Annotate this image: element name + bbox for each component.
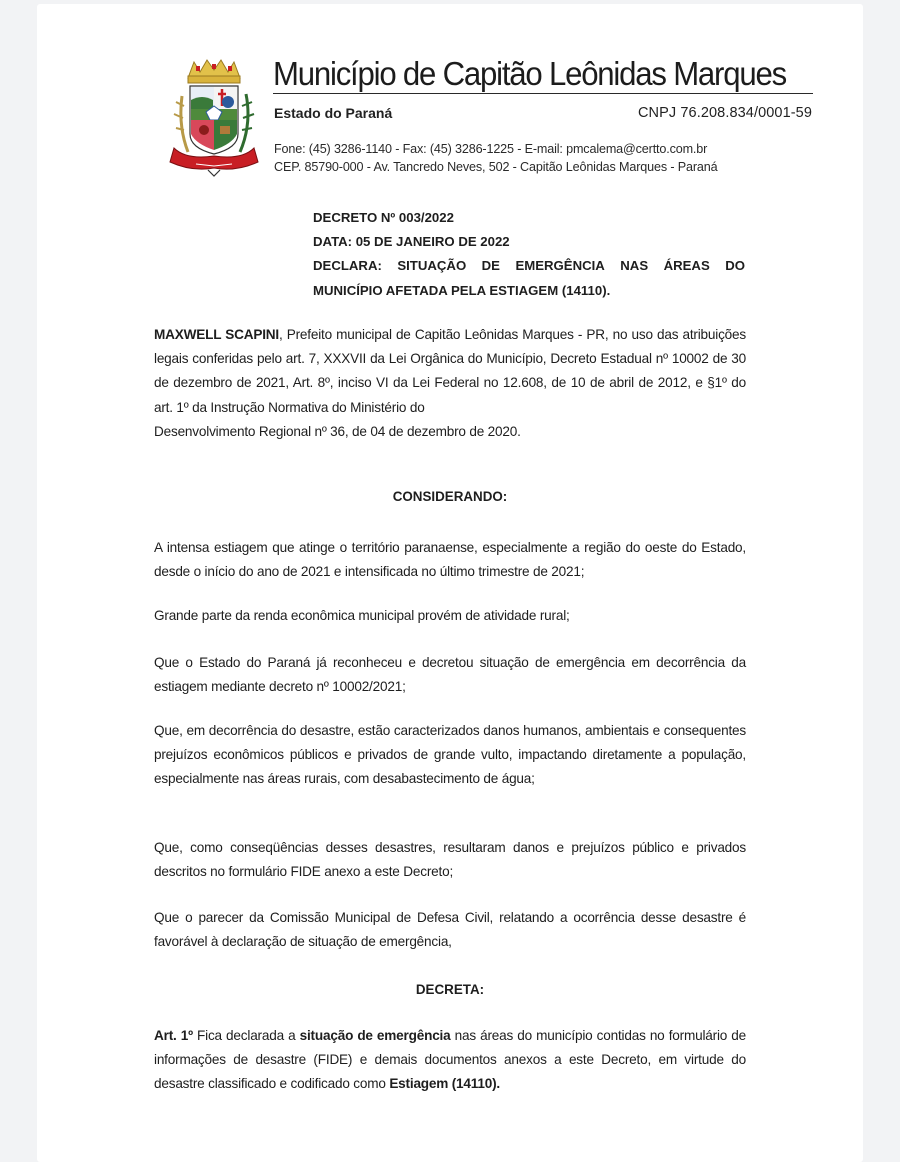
title-underline: [273, 93, 813, 94]
declares-word: DO: [725, 258, 745, 274]
municipality-title: Município de Capitão Leônidas Marques: [273, 56, 786, 93]
decree-heading: [313, 206, 745, 303]
article-emphasis: situação de emergência: [299, 1028, 451, 1043]
decree-date: DATA: 05 DE JANEIRO DE 2022: [313, 234, 510, 250]
coat-of-arms-icon: [166, 56, 262, 180]
considerando-item: Que, em decorrência do desastre, estão caracterizados danos humanos, ambientais e consequentes prejuízos econômicos públicos e privados de grande vulto, impactando diretamente a população, especialmente nas áreas rurais, com desabastecimento de água;: [154, 723, 746, 787]
article-text: nas áreas do município contidas no formulário de informações de desastre (FIDE) e demais documentos anexos a este Decreto, em virtude do desastre classificado e codificado como: [154, 1028, 746, 1092]
declares-word: DE: [481, 258, 500, 274]
state-name: Estado do Paraná: [274, 105, 393, 121]
declares-word: DECLARA:: [313, 258, 382, 274]
considerando-item: A intensa estiagem que atinge o território paranaense, especialmente a região do oeste do Estado, desde o início do ano de 2021 e intensificada no último trimestre de 2021;: [154, 540, 746, 580]
article-label: Art. 1º: [154, 1028, 193, 1043]
considerando-item: Grande parte da renda econômica municipal provém de atividade rural;: [154, 608, 570, 623]
contact-address: CEP. 85790-000 - Av. Tancredo Neves, 502 - Capitão Leônidas Marques - Paraná: [274, 160, 718, 174]
preamble-last-line: Desenvolvimento Regional nº 36, de 04 de dezembro de 2020.: [154, 423, 521, 439]
declares-word: SITUAÇÃO: [397, 258, 467, 274]
declares-word: EMERGÊNCIA: [515, 258, 605, 274]
cnpj-number: CNPJ 76.208.834/0001-59: [637, 105, 812, 121]
decree-number: DECRETO Nº 003/2022: [313, 210, 454, 225]
mayor-name: MAXWELL SCAPINI: [154, 327, 279, 342]
decreta-heading: DECRETA:: [415, 982, 485, 997]
considerando-heading: CONSIDERANDO:: [392, 489, 508, 504]
considerando-item: Que o parecer da Comissão Municipal de Defesa Civil, relatando a ocorrência desse desastre é favorável à declaração de situação de emergência,: [154, 910, 746, 950]
declares-word: ÁREAS: [663, 258, 710, 274]
preamble-text: , Prefeito municipal de Capitão Leônidas Marques - PR, no uso das atribuições legais conferidas pelo art. 7, XXXVII da Lei Orgânica do Município, Decreto Estadual nº 10002 de 30 de dezembro de 2021, Art. 8º, inciso VI da Lei Federal no 12.608, de 10 de abril de 2012, e §1º do art. 1º da Instrução Normativa do Ministério do: [154, 327, 746, 415]
article-text: Fica declarada a: [192, 1028, 300, 1043]
decree-declares-line-2: MUNICÍPIO AFETADA PELA ESTIAGEM (14110).: [313, 282, 611, 298]
preamble-paragraph: [154, 323, 746, 444]
considerando-item: Que o Estado do Paraná já reconheceu e decretou situação de emergência em decorrência da estiagem mediante decreto nº 10002/2021;: [154, 655, 746, 695]
disaster-code: Estiagem (14110).: [389, 1076, 501, 1092]
contact-phone-email: Fone: (45) 3286-1140 - Fax: (45) 3286-1225 - E-mail: pmcalema@certto.com.br: [274, 142, 708, 156]
decree-declares-line: [313, 254, 745, 278]
article-1-paragraph: [154, 1024, 746, 1097]
considerando-item: Que, como conseqüências desses desastres, resultaram danos e prejuízos público e privados descritos no formulário FIDE anexo a este Decreto;: [154, 840, 746, 880]
declares-word: NAS: [620, 258, 649, 274]
